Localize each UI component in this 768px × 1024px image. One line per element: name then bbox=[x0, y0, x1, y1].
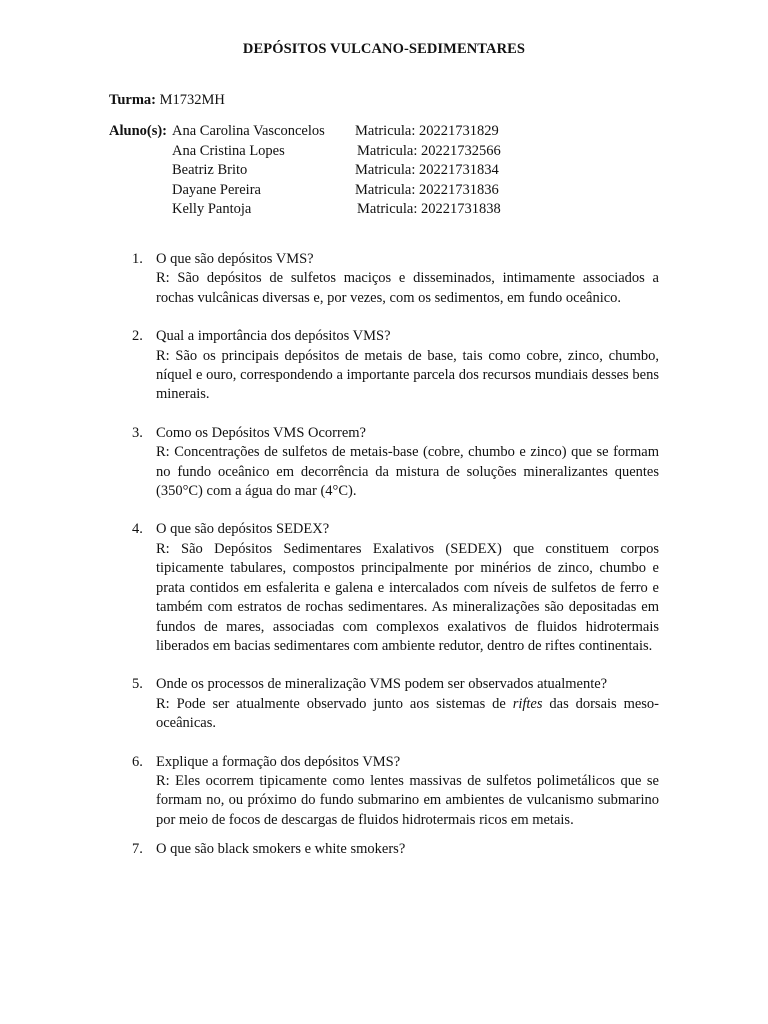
question-text: O que são black smokers e white smokers? bbox=[156, 841, 406, 858]
answer-text: R: São os principais depósitos de metais de base, tais como cobre, zinco, chumbo, níquel e ouro, correspondendo a importante parcela dos recursos mundiais desses bens minerais. bbox=[156, 347, 659, 403]
turma-label: Turma: bbox=[109, 92, 156, 108]
answer-text: R: Eles ocorrem tipicamente como lentes massivas de sulfetos polimetálicos que se formam no, ou próximo do fundo submarino em ambientes de vulcanismo submarino por meio de focos de descargas de fluidos hidrotermais ricos em metais. bbox=[156, 772, 659, 828]
question-text: Como os Depósitos VMS Ocorrem? bbox=[156, 424, 366, 441]
question-number: 2. bbox=[132, 328, 143, 345]
question-item bbox=[109, 327, 659, 405]
questions-list bbox=[109, 250, 659, 860]
question-number: 6. bbox=[132, 753, 143, 770]
answer-text bbox=[156, 695, 659, 734]
student-row bbox=[109, 122, 669, 142]
student-name: Dayane Pereira bbox=[172, 181, 261, 198]
students-list bbox=[109, 122, 669, 220]
question-text: O que são depósitos VMS? bbox=[156, 251, 314, 267]
question-item bbox=[109, 520, 659, 656]
answer-text-end: das dorsais meso-oceânicas. bbox=[156, 695, 660, 732]
question-text: Qual a importância dos depósitos VMS? bbox=[156, 328, 391, 345]
document-title: DEPÓSITOS VULCANO-SEDIMENTARES bbox=[242, 41, 526, 57]
student-matricula: Matricula: 20221731836 bbox=[355, 181, 499, 198]
question-text: O que são depósitos SEDEX? bbox=[156, 521, 330, 538]
question-number: 3. bbox=[132, 424, 143, 441]
question-number: 1. bbox=[132, 251, 143, 267]
alunos-label: Aluno(s): bbox=[109, 123, 168, 139]
question-number: 5. bbox=[132, 676, 143, 693]
answer-italic-term: riftes bbox=[512, 695, 543, 712]
question-item bbox=[109, 250, 659, 308]
student-matricula: Matricula: 20221732566 bbox=[357, 142, 501, 159]
question-text: Onde os processos de mineralização VMS podem ser observados atualmente? bbox=[156, 676, 608, 693]
answer-text: R: São depósitos de sulfetos maciços e disseminados, intimamente associados a rochas vulcânicas diversas e, por vezes, com os sedimentos, em fundo oceânico. bbox=[156, 270, 659, 306]
student-row bbox=[109, 142, 669, 162]
answer-text: R: Concentrações de sulfetos de metais-base (cobre, chumbo e zinco) que se formam no fundo oceânico em decorrência da mistura de soluções mineralizantes quentes (350°C) com a água do mar (4°C). bbox=[156, 444, 659, 500]
question-item bbox=[109, 424, 659, 502]
question-number: 4. bbox=[132, 521, 143, 538]
student-name: Beatriz Brito bbox=[172, 162, 248, 178]
student-matricula: Matricula: 20221731834 bbox=[355, 162, 499, 178]
student-row bbox=[109, 161, 669, 181]
question-number: 7. bbox=[132, 841, 143, 858]
question-text: Explique a formação dos depósitos VMS? bbox=[156, 753, 401, 770]
answer-text: R: São Depósitos Sedimentares Exalativos (SEDEX) que constituem corpos tipicamente tabulares, compostos principalmente por minérios de zinco, chumbo e prata contidos em esfalerita e galena e intercalados com níveis de sulfetos de ferro e também com estratos de rochas sedimentares. As mineralizações são depositadas em fundos de mares, associadas com complexos exalativos de fluidos hidrotermais liberados em bacias sedimentares com ambiente redutor, dentro de riftes continentais. bbox=[156, 540, 659, 654]
student-matricula: Matricula: 20221731829 bbox=[355, 123, 499, 139]
turma-value: M1732MH bbox=[159, 92, 225, 108]
student-name: Ana Carolina Vasconcelos bbox=[172, 123, 325, 139]
question-item bbox=[109, 840, 659, 859]
student-row bbox=[109, 200, 669, 220]
question-item bbox=[109, 753, 659, 831]
student-name: Kelly Pantoja bbox=[172, 201, 252, 217]
student-matricula: Matricula: 20221731838 bbox=[357, 201, 501, 217]
student-row bbox=[109, 181, 669, 201]
student-name: Ana Cristina Lopes bbox=[172, 142, 285, 159]
turma-line bbox=[109, 92, 225, 109]
question-item bbox=[109, 675, 659, 733]
answer-text-start: R: Pode ser atualmente observado junto aos sistemas de bbox=[156, 695, 513, 712]
